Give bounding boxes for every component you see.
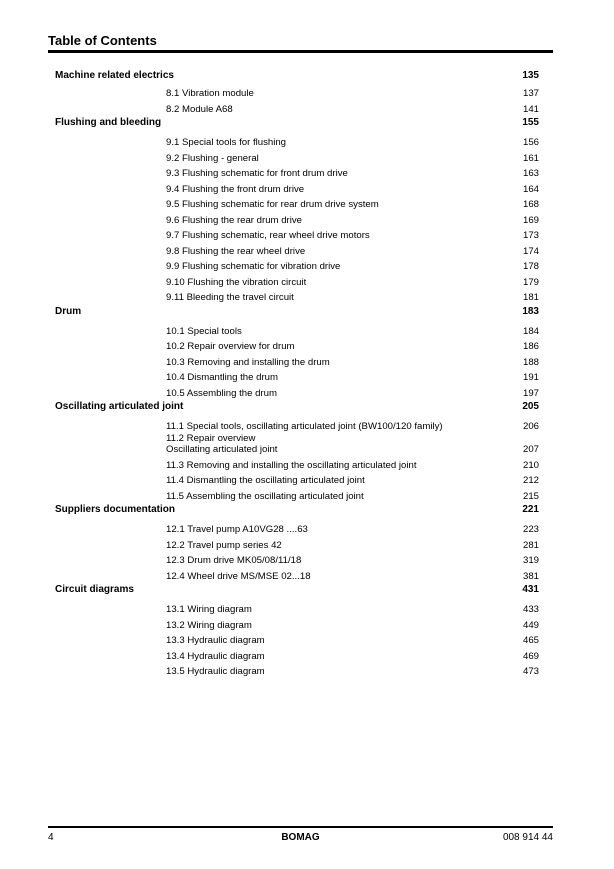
toc-section-label (55, 137, 286, 149)
toc-section[interactable] (55, 322, 539, 338)
toc-section-number: 10.3 (166, 356, 185, 368)
toc-section-number: 12.3 (166, 555, 185, 566)
toc-section-label (55, 571, 311, 583)
toc-section-label (55, 261, 340, 273)
toc-section-label (55, 475, 365, 487)
toc-section[interactable] (55, 257, 539, 273)
toc-section-title: Flushing schematic, rear wheel drive motors (182, 230, 370, 241)
toc-section-page: 164 (522, 183, 539, 195)
toc-section[interactable] (55, 616, 539, 632)
toc-section[interactable] (55, 149, 539, 165)
toc-chapter-page: 183 (522, 305, 539, 317)
toc-section[interactable] (55, 368, 539, 384)
toc-section-title: Flushing the front drum drive (182, 183, 305, 195)
toc-section-title: Vibration module (182, 88, 254, 99)
toc-section-page: 168 (522, 199, 539, 210)
toc-section[interactable] (55, 631, 539, 647)
toc-section[interactable] (55, 180, 539, 196)
toc-section-title: Repair overview Oscillating articulated joint (166, 432, 278, 455)
toc-section-title: Flushing schematic for vibration drive (182, 261, 341, 272)
toc-section[interactable] (55, 551, 539, 567)
toc-section-title: Special tools, oscillating articulated joint (BW100/120 family) (186, 421, 443, 432)
toc-section-page: 178 (522, 261, 539, 272)
toc-section-title: Hydraulic diagram (187, 650, 265, 662)
toc-section[interactable] (55, 226, 539, 242)
toc-section-label (55, 199, 379, 211)
toc-chapter[interactable] (55, 582, 539, 598)
toc-section-number: 9.1 (166, 137, 180, 148)
toc-section-page: 319 (522, 555, 539, 566)
toc-chapter-page: 221 (522, 504, 539, 515)
toc-section-label (55, 153, 259, 165)
toc-section-title: Assembling the oscillating articulated joint (186, 490, 364, 502)
toc-section-page: 184 (522, 325, 539, 337)
toc-section-page: 169 (522, 214, 539, 226)
toc-section-label (55, 372, 278, 384)
toc-section-title: Repair overview for drum (187, 341, 295, 352)
toc-section[interactable] (55, 471, 539, 487)
toc-section-page: 465 (522, 635, 539, 646)
toc-section-label (55, 666, 265, 678)
toc-section-number: 8.2 (166, 103, 180, 115)
toc-section-page: 449 (522, 619, 539, 631)
toc-section-title: Hydraulic diagram (187, 635, 265, 646)
toc-section-page: 433 (522, 604, 539, 615)
toc-section-title: Wheel drive MS/MSE 02...18 (187, 570, 311, 582)
toc-section[interactable] (55, 353, 539, 369)
toc-section-number: 9.3 (166, 168, 180, 179)
toc-section-number: 12.2 (166, 539, 185, 551)
toc-section-title: Travel pump A10VG28 ....63 (187, 524, 308, 535)
toc-section-label (55, 357, 330, 369)
toc-section[interactable] (55, 600, 539, 616)
toc-chapter-title: Oscillating articulated joint (55, 401, 184, 412)
toc-chapter-page: 155 (522, 117, 539, 128)
toc-section-number: 11.5 (166, 490, 184, 502)
toc-chapter-title: Suppliers documentation (55, 504, 176, 515)
toc-section-number: 9.10 (166, 276, 185, 288)
toc-section[interactable] (55, 288, 539, 304)
toc-section-label (55, 292, 294, 304)
toc-section-page: 181 (522, 292, 539, 303)
toc-section-label (55, 540, 282, 552)
toc-section-title: Wiring diagram (187, 619, 252, 631)
toc-section-number: 10.5 (166, 387, 185, 399)
toc-section-label (55, 604, 252, 616)
toc-section-label (55, 460, 417, 472)
toc-section-page: 186 (522, 341, 539, 352)
toc-section-label (55, 341, 295, 353)
toc-section-number: 13.3 (166, 635, 185, 646)
footer-doc-number: 008 914 44 (502, 832, 553, 843)
toc-section-label (55, 524, 308, 536)
page-header-title: Table of Contents (48, 33, 157, 48)
toc-section-number: 11.4 (166, 475, 184, 486)
toc-section[interactable] (55, 456, 539, 472)
table-of-contents (55, 68, 539, 678)
toc-section-title: Drum drive MK05/08/11/18 (187, 555, 302, 566)
toc-section-title: Dismantling the oscillating articulated joint (186, 475, 365, 486)
toc-section-number: 13.5 (166, 666, 185, 677)
toc-section-page: 207 (522, 444, 539, 455)
toc-chapter-page: 205 (522, 401, 539, 412)
toc-section-page: 191 (522, 372, 539, 383)
toc-section-number: 9.2 (166, 152, 180, 164)
toc-section-title: Special tools for flushing (182, 137, 287, 148)
toc-chapter[interactable] (55, 68, 539, 84)
toc-section-page: 173 (522, 230, 539, 241)
toc-section-label (55, 184, 304, 196)
toc-section[interactable] (55, 164, 539, 180)
toc-section-number: 10.4 (166, 372, 185, 383)
toc-section-number: 9.8 (166, 245, 180, 257)
toc-section-title: Travel pump series 42 (187, 539, 282, 551)
toc-chapter-title: Machine related electrics (55, 70, 174, 81)
toc-section-label (55, 388, 277, 400)
toc-section-label (55, 215, 302, 227)
toc-section-number: 8.1 (166, 88, 180, 99)
toc-section-number: 12.4 (166, 570, 185, 582)
toc-section[interactable] (55, 337, 539, 353)
toc-section-label (55, 246, 305, 258)
toc-section-title: Bleeding the travel circuit (186, 292, 294, 303)
toc-chapter[interactable] (55, 399, 539, 415)
toc-section-label (55, 620, 252, 632)
toc-section-label (55, 230, 370, 242)
toc-section-label (55, 168, 348, 180)
toc-chapter-title: Drum (55, 305, 82, 317)
toc-section-page: 469 (522, 650, 539, 662)
footer-page-number: 4 (48, 832, 54, 843)
toc-section-number: 13.4 (166, 650, 185, 662)
footer-rule (48, 826, 553, 828)
toc-section-page: 381 (522, 570, 539, 582)
toc-section-title: Flushing schematic for rear drum drive system (182, 199, 379, 210)
toc-section-page: 215 (522, 490, 539, 502)
toc-section-title: Flushing - general (182, 152, 259, 164)
toc-section-page: 179 (522, 276, 539, 288)
toc-section[interactable] (55, 520, 539, 536)
toc-section-number: 9.4 (166, 183, 180, 195)
toc-section[interactable] (55, 242, 539, 258)
toc-section-title: Flushing schematic for front drum drive (182, 168, 348, 179)
toc-section-page: 141 (522, 103, 539, 115)
toc-section-title: Assembling the drum (186, 387, 277, 399)
toc-section-label (55, 555, 301, 567)
toc-section-number: 11.2 (166, 432, 184, 444)
toc-section-title: Wiring diagram (187, 604, 252, 615)
toc-section-page: 281 (522, 539, 539, 551)
toc-section[interactable] (55, 273, 539, 289)
toc-section-page: 206 (522, 421, 539, 432)
toc-section-label (55, 421, 443, 433)
toc-section-label (55, 277, 306, 289)
toc-chapter[interactable] (55, 502, 539, 518)
toc-section[interactable] (55, 567, 539, 583)
toc-chapter[interactable] (55, 304, 539, 320)
toc-section[interactable] (55, 133, 539, 149)
toc-section-page: 156 (522, 137, 539, 148)
toc-section-title: Flushing the rear wheel drive (182, 245, 306, 257)
header-rule (48, 50, 553, 53)
toc-section[interactable] (55, 487, 539, 503)
toc-section-label (55, 651, 265, 663)
toc-section-title: Dismantling the drum (187, 372, 279, 383)
toc-section-number: 10.2 (166, 341, 185, 352)
toc-section-page: 197 (522, 387, 539, 399)
toc-section-label (55, 104, 233, 116)
toc-section-number: 9.5 (166, 199, 180, 210)
toc-section[interactable] (55, 662, 539, 678)
toc-section-page: 188 (522, 356, 539, 368)
toc-chapter-page: 431 (522, 584, 539, 595)
toc-section-title: Flushing the vibration circuit (187, 276, 307, 288)
toc-section-label (55, 635, 265, 647)
page-footer (48, 832, 553, 846)
toc-section-label (55, 491, 364, 503)
toc-section-title: Special tools (187, 325, 242, 337)
toc-section[interactable] (55, 384, 539, 400)
toc-section[interactable] (55, 211, 539, 227)
toc-section-number: 13.1 (166, 604, 185, 615)
toc-section-number: 9.7 (166, 230, 180, 241)
toc-section-page: 212 (522, 475, 539, 486)
toc-section[interactable] (55, 417, 539, 433)
toc-chapter[interactable] (55, 115, 539, 131)
toc-section-title: Removing and installing the oscillating articulated joint (186, 459, 417, 471)
toc-section-title: Flushing the rear drum drive (182, 214, 302, 226)
toc-section[interactable] (55, 433, 539, 456)
toc-section-number: 9.6 (166, 214, 180, 226)
toc-section-number: 11.1 (166, 421, 184, 432)
toc-section[interactable] (55, 195, 539, 211)
toc-section-page: 210 (522, 459, 539, 471)
toc-section-page: 174 (522, 245, 539, 257)
toc-section-label (55, 326, 242, 338)
toc-chapter-title: Flushing and bleeding (55, 117, 162, 128)
toc-section-label (55, 433, 277, 456)
toc-section-number: 12.1 (166, 524, 185, 535)
footer-brand: BOMAG (281, 832, 320, 843)
toc-section-page: 137 (522, 88, 539, 99)
toc-section-number: 9.9 (166, 261, 180, 272)
toc-section-number: 9.11 (166, 292, 184, 303)
toc-section-number: 13.2 (166, 619, 185, 631)
toc-section-page: 161 (522, 152, 539, 164)
toc-section-number: 10.1 (166, 325, 185, 337)
toc-section-label (55, 88, 254, 100)
toc-section-page: 223 (522, 524, 539, 535)
toc-section[interactable] (55, 100, 539, 116)
toc-chapter-title: Circuit diagrams (55, 584, 134, 595)
toc-chapter-page: 135 (522, 70, 539, 81)
toc-section-title: Hydraulic diagram (187, 666, 265, 677)
toc-section-title: Removing and installing the drum (187, 356, 330, 368)
toc-section[interactable] (55, 536, 539, 552)
toc-section-title: Module A68 (182, 103, 233, 115)
toc-section-page: 163 (522, 168, 539, 179)
toc-section-number: 11.3 (166, 459, 184, 471)
toc-section[interactable] (55, 647, 539, 663)
toc-section[interactable] (55, 84, 539, 100)
toc-section-page: 473 (522, 666, 539, 677)
